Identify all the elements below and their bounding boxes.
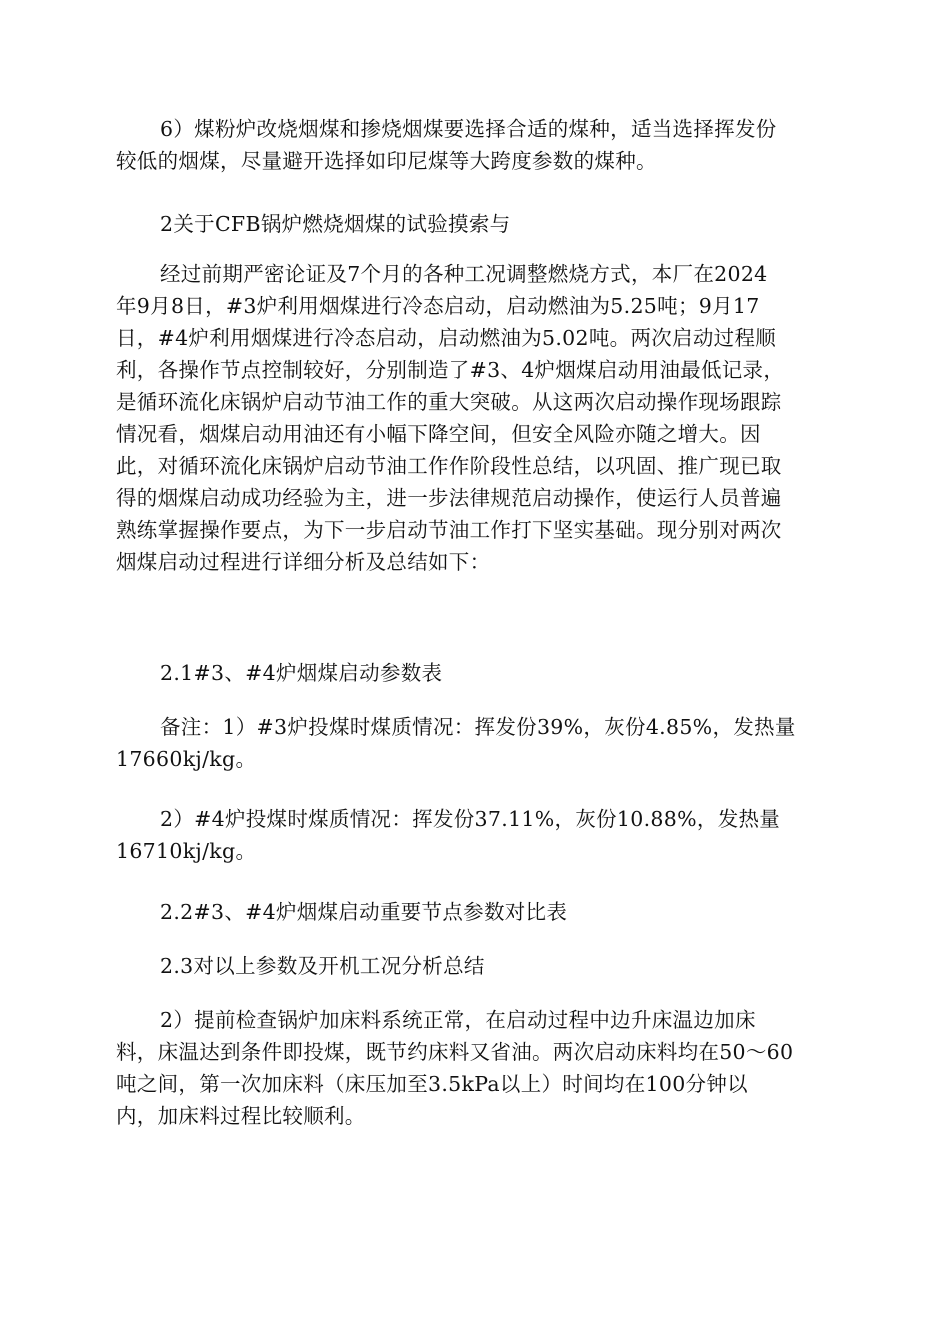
text-line: 年9月8日，#3炉利用烟煤进行冷态启动，启动燃油为5.25吨；9月17 (116, 294, 760, 318)
text-line: 17660kj/kg。 (116, 747, 257, 771)
text-line: 经过前期严密论证及7个月的各种工况调整燃烧方式，本厂在2024 (160, 262, 768, 286)
text-line: 此，对循环流化床锅炉启动节油工作作阶段性总结，以巩固、推广现已取 (116, 454, 782, 478)
text-line: 6）煤粉炉改烧烟煤和掺烧烟煤要选择合适的煤种，适当选择挥发份 (160, 117, 777, 141)
heading-text: 2.1#3、#4炉烟煤启动参数表 (160, 661, 443, 685)
text-line: 较低的烟煤，尽量避开选择如印尼煤等大跨度参数的煤种。 (116, 149, 657, 173)
paragraph-bed-material (116, 1004, 838, 1132)
text-line: 日，#4炉利用烟煤进行冷态启动，启动燃油为5.02吨。两次启动过程顺 (116, 326, 777, 350)
text-line: 烟煤启动过程进行详细分析及总结如下： (116, 550, 491, 574)
paragraph-note-boiler-3 (116, 711, 838, 775)
section-heading-2-3 (116, 950, 838, 982)
section-heading-2-1 (116, 657, 838, 689)
text-line: 情况看，烟煤启动用油还有小幅下降空间，但安全风险亦随之增大。因 (116, 422, 761, 446)
paragraph-note-boiler-4 (116, 803, 838, 867)
section-heading-2-2 (116, 896, 838, 928)
section-heading-2 (116, 208, 838, 240)
text-line: 内，加床料过程比较顺利。 (116, 1104, 366, 1128)
paragraph-coal-selection (116, 113, 838, 177)
text-line: 2）#4炉投煤时煤质情况：挥发份37.11%，灰份10.88%，发热量 (160, 807, 781, 831)
text-line: 料，床温达到条件即投煤，既节约床料又省油。两次启动床料均在50～60 (116, 1040, 794, 1064)
text-line: 熟练掌握操作要点，为下一步启动节油工作打下坚实基础。现分别对两次 (116, 518, 782, 542)
text-line: 得的烟煤启动成功经验为主，进一步法律规范启动操作，使运行人员普遍 (116, 486, 782, 510)
text-line: 2）提前检查锅炉加床料系统正常，在启动过程中边升床温边加床 (160, 1008, 756, 1032)
text-line: 16710kj/kg。 (116, 839, 257, 863)
text-line: 利，各操作节点控制较好，分别制造了#3、4炉烟煤启动用油最低记录， (116, 358, 785, 382)
text-line: 是循环流化床锅炉启动节油工作的重大突破。从这两次启动操作现场跟踪 (116, 390, 782, 414)
paragraph-cfb-trial (116, 258, 838, 578)
heading-text: 2关于CFB锅炉燃烧烟煤的试验摸索与 (160, 212, 511, 236)
text-line: 备注：1）#3炉投煤时煤质情况：挥发份39%，灰份4.85%，发热量 (160, 715, 796, 739)
heading-text: 2.3对以上参数及开机工况分析总结 (160, 954, 485, 978)
heading-text: 2.2#3、#4炉烟煤启动重要节点参数对比表 (160, 900, 568, 924)
text-line: 吨之间，第一次加床料（床压加至3.5kPa以上）时间均在100分钟以 (116, 1072, 748, 1096)
